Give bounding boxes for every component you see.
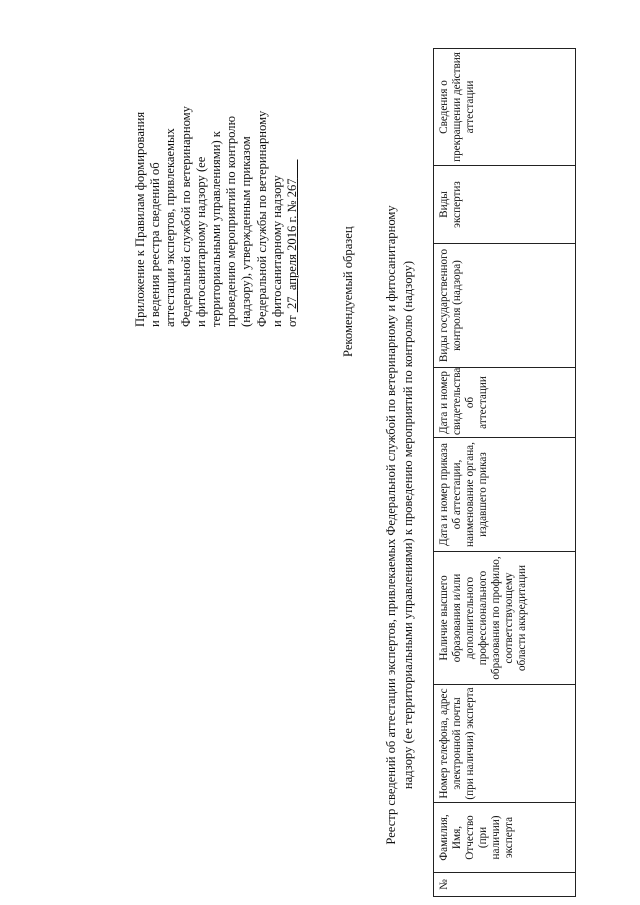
col-header-order: Дата и номер приказа об аттестации, наименование органа, издавшего приказ — [434, 438, 576, 552]
title-line-2: надзору (ее территориальными управлениями) к проведению мероприятий по контролю (надзору) — [401, 260, 415, 790]
col-header-expertise-types: Виды экспертиз — [434, 166, 576, 244]
table-header-row — [434, 49, 576, 897]
col-header-control-types: Виды государственного контроля (надзора) — [434, 244, 576, 368]
date-prefix: от — [285, 315, 300, 327]
order-number: 267 — [285, 178, 300, 198]
approval-line: аттестации экспертов, привлекаемых — [163, 128, 178, 327]
col-header-contacts: Номер телефона, адрес электронной почты (при наличии) эксперта — [434, 685, 576, 803]
approval-line: и ведения реестра сведений об — [148, 162, 163, 327]
col-header-termination: Сведения о прекращении действия аттестации — [434, 49, 576, 166]
approval-line: (надзору), утвержденным приказом — [239, 136, 254, 327]
date-day: 27 — [285, 296, 300, 310]
approval-line: проведению мероприятий по контролю — [224, 116, 239, 327]
approval-line: территориальными управлениями) к — [209, 131, 224, 327]
registry-title — [383, 155, 417, 895]
date-year: 2016 — [285, 225, 300, 251]
approval-date-line — [285, 67, 300, 327]
col-header-certificate: Дата и номер свидетельства об аттестации — [434, 368, 576, 438]
col-header-fio: Фамилия, Имя, Отчество (при наличии) эксперта — [434, 803, 576, 873]
approval-line: Федеральной службой по ветеринарному — [178, 106, 193, 327]
col-header-number: № — [434, 873, 576, 897]
approval-line: Федеральной службы по ветеринарному — [254, 110, 269, 327]
approval-block — [133, 67, 300, 327]
registry-table — [433, 48, 576, 897]
approval-line: Приложение к Правилам формирования — [133, 111, 147, 327]
number-sign: № — [285, 200, 300, 213]
date-g: г — [285, 218, 300, 223]
recommended-sample-label: Рекомендуемый образец — [341, 226, 355, 357]
col-header-education: Наличие высшего образования и/или дополнительного профессионального образования по профилю, соответствующему области аккредитации — [434, 552, 576, 685]
date-month: апреля — [285, 254, 300, 291]
approval-line: и фитосанитарному надзору (ее — [193, 156, 208, 327]
date-value: 27 апреля 2016 г. № 267 — [285, 178, 300, 310]
title-line-1: Реестр сведений об аттестации экспертов, привлекаемых Федеральной службой по ветеринарному и фитосанитарному — [384, 205, 398, 845]
approval-line: и фитосанитарному надзору — [269, 175, 284, 327]
